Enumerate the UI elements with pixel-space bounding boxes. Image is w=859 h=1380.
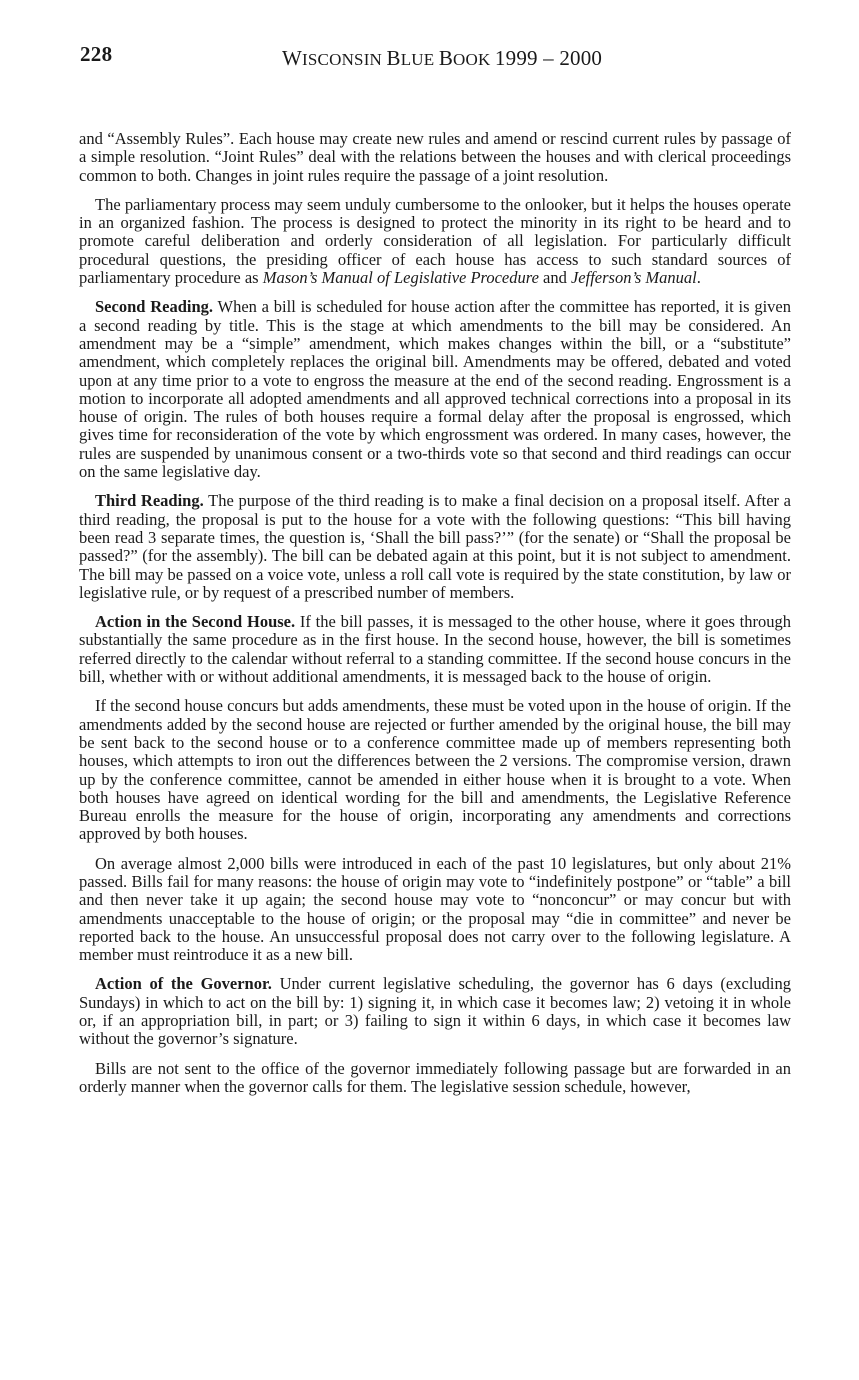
paragraph-bill-statistics	[79, 855, 791, 965]
run-in-heading: Action of the Governor.	[95, 974, 272, 994]
run-in-heading: Third Reading.	[95, 491, 204, 511]
paragraph-second-reading	[79, 298, 791, 481]
paragraph-text: The purpose of the third reading is to make a final decision on a proposal itself. After a third reading, the proposal is put to the house for a vote with the following questions: “This bill having been read 3 separate times, the question is, ‘Shall the bill pass?’” (for the senate) or “Shall the proposal be passed?” (for the assembly). The bill can be debated again at this point, but it is not subject to amendment. The bill may be passed on a voice vote, unless a roll call vote is required by the state constitution, by law or legislative rule, or by request of a prescribed number of members.	[79, 491, 791, 602]
run-in-heading: Action in the Second House.	[95, 612, 296, 632]
running-title	[282, 46, 602, 71]
title-years: 1999 – 2000	[494, 46, 603, 70]
paragraph-text: and	[538, 268, 571, 288]
paragraph-text: The parliamentary process may seem unduly cumbersome to the onlooker, but it helps the houses operate in an organized fashion. The process is designed to protect the minority in its right to be heard and to promote careful deliberation and orderly consideration of all legislation. For particularly difficult procedural questions, the presiding officer of each house has access to such standard sources of parliamentary procedure as	[79, 194, 791, 288]
title-initial-w: W	[282, 46, 303, 70]
paragraph-text: When a bill is scheduled for house action after the committee has reported, it is given a second reading by title. This is the stage at which amendments to the bill may be considered. An amendment may be a “simple” amendment, which makes changes within the bill, or a “substitute” amendment, which completely replaces the original bill. Amendments may be offered, debated and voted upon at any time prior to a vote to engross the measure at the end of the second reading. Engrossment is a motion to incorporate all adopted amendments and all approved technical corrections into a proposal in its house of origin. The rules of both houses require a formal delay after the proposal is engrossed, which gives time for reconsideration of the vote by which engrossment was ordered. In many cases, however, the rules are suspended by unanimous consent or a two-thirds vote so that second and third readings can occur on the same legislative day.	[79, 297, 791, 482]
paragraph-governor-action	[79, 975, 791, 1048]
paragraph-continuation	[79, 130, 791, 185]
page-number: 228	[80, 42, 113, 66]
paragraph-text: and “Assembly Rules”. Each house may create new rules and amend or rescind current rules by passage of a simple resolution. “Joint Rules” deal with the relations between the houses and with clerical proceedings common to both. Changes in joint rules require the passage of a joint resolution.	[79, 129, 791, 185]
title-smallcaps-book: OOK	[453, 50, 495, 69]
paragraph-text: Under current legislative scheduling, the governor has 6 days (excluding Sundays) in which to act on the bill by: 1) signing it, in which case it becomes law; 2) vetoing it in whole or, if an appropriation bill, in part; or 3) failing to sign it within 6 days, in which case it becomes law without the governor’s signature.	[79, 974, 791, 1049]
paragraph-text: On average almost 2,000 bills were introduced in each of the past 10 legislatures, but only about 21% passed. Bills fail for many reasons: the house of origin may vote to “indefinitely postpone” or “table” a bill and then never take it up again; the second house may vote to “nonconcur” or may concur but with amendments unacceptable to the house of origin; or the proposal may “die in committee” and never be reported back to the house. An unsuccessful proposal does not carry over to the following legislature. A member must reintroduce it as a new bill.	[79, 853, 791, 965]
paragraph-concurrence	[79, 697, 791, 843]
title-smallcaps-blue: LUE	[400, 50, 439, 69]
title-initial-b: B	[386, 46, 401, 70]
paragraph-third-reading	[79, 492, 791, 602]
title-smallcaps-wisconsin: ISCONSIN	[302, 50, 387, 69]
paragraph-bills-forwarded	[79, 1060, 791, 1097]
paragraph-second-house	[79, 613, 791, 686]
page-header	[0, 42, 859, 76]
paragraph-parliamentary-process	[79, 196, 791, 287]
paragraph-text: If the second house concurs but adds amendments, these must be voted upon in the house of origin. If the amendments added by the second house are rejected or further amended by the original house, the bill may be sent back to the second house or to a conference committee made up of members representing both houses, which attempts to iron out the differences between the 2 versions. The compromise version, drawn up by the conference committee, cannot be amended in either house when it is brought to a vote. When both houses have agreed on identical wording for the bill and amendments, the Legislative Reference Bureau enrolls the measure for the house of origin, incorporating any amendments and corrections approved by both houses.	[79, 696, 791, 844]
title-initial-b2: B	[438, 46, 454, 70]
body-text	[79, 130, 791, 1107]
paragraph-text: Bills are not sent to the office of the governor immediately following passage but are forwarded in an orderly manner when the governor calls for them. The legislative session schedule, however,	[79, 1058, 791, 1096]
run-in-heading: Second Reading.	[95, 297, 214, 317]
paragraph-text: .	[696, 268, 701, 288]
italic-title-jeffersons-manual: Jefferson’s Manual	[570, 268, 697, 288]
paragraph-text: If the bill passes, it is messaged to the other house, where it goes through substantially the same procedure as in the first house. In the second house, however, the bill is sometimes referred directly to the calendar without referral to a standing committee. If the second house concurs in the bill, whether with or without additional amendments, it is messaged back to the house of origin.	[79, 612, 791, 687]
italic-title-masons-manual: Mason’s Manual of Legislative Procedure	[262, 268, 539, 288]
